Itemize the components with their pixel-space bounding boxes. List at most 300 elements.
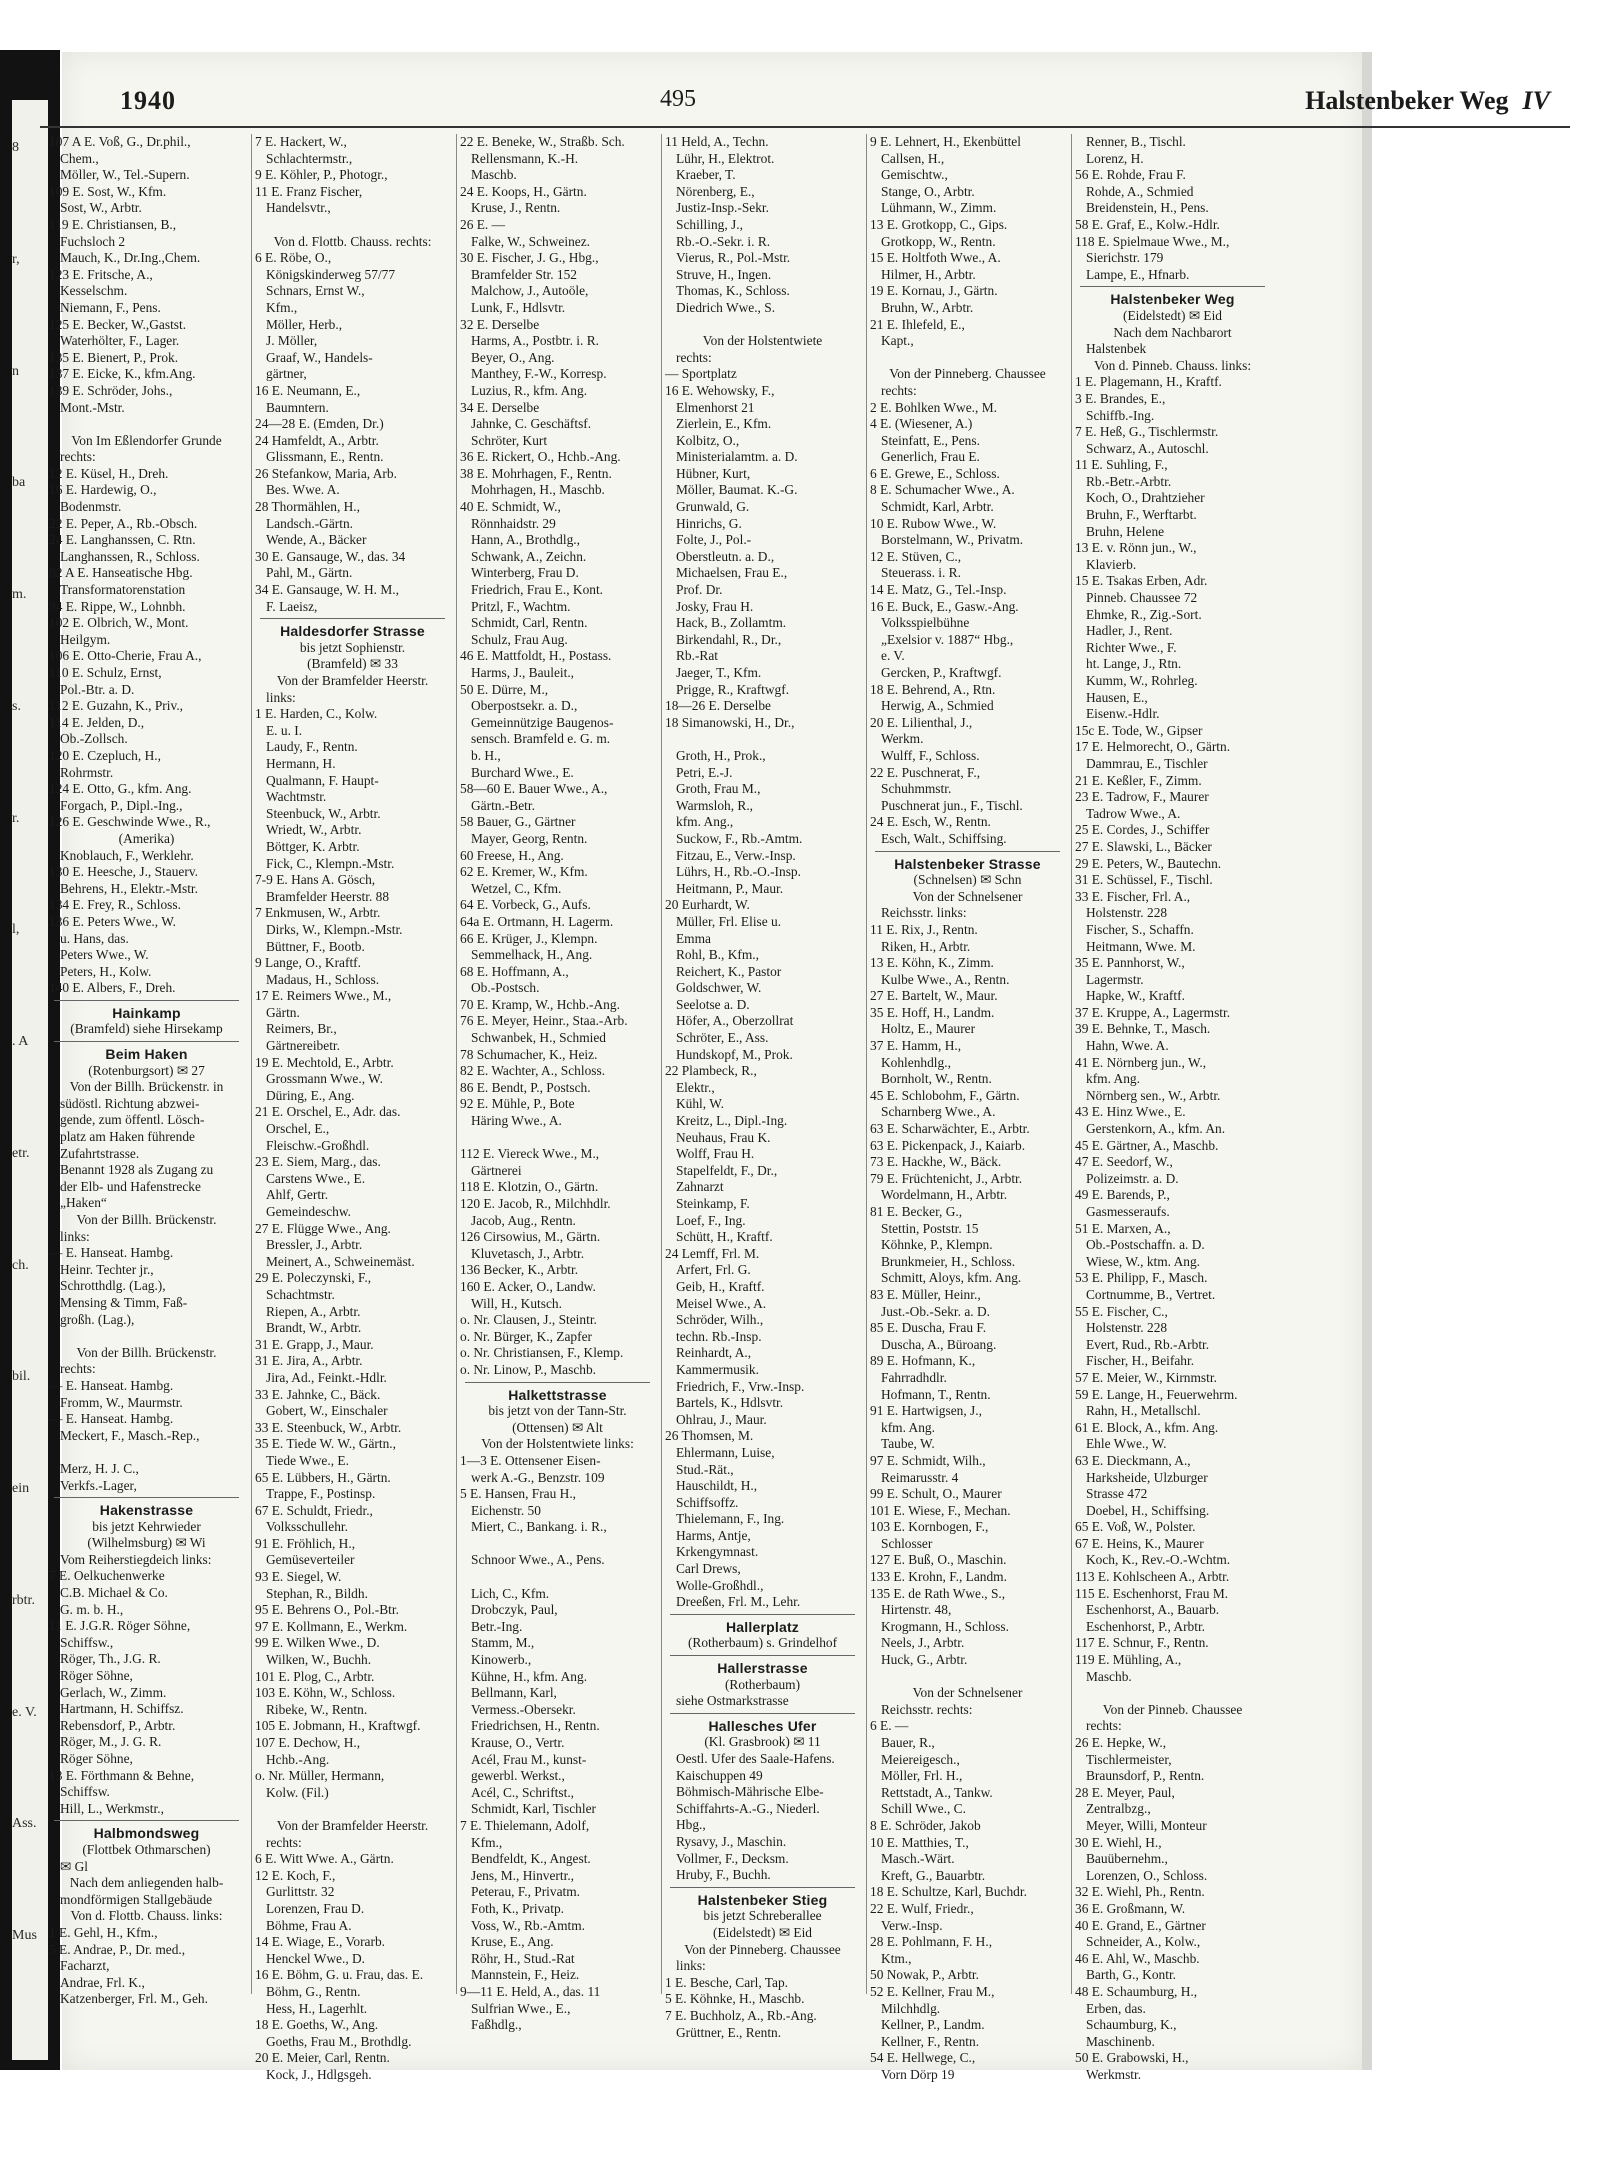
directory-entry: Ahlf, Gertr. xyxy=(266,1187,329,1203)
directory-entry: Hill, L., Werkmstr., xyxy=(60,1800,164,1816)
margin-fragment: bil. xyxy=(12,1369,31,1385)
directory-entry: (Eidelstedt) ✉ Eid xyxy=(1123,307,1222,323)
directory-entry: Justiz-Insp.-Sekr. xyxy=(676,200,769,216)
directory-entry: links: xyxy=(60,1228,90,1244)
directory-entry: Grunwald, G. xyxy=(676,499,750,515)
directory-entry: 126 Cirsowius, M., Gärtn. xyxy=(460,1229,601,1245)
header-rule xyxy=(40,126,1570,128)
directory-entry: 23 E. Siem, Marg., das. xyxy=(255,1154,381,1170)
directory-entry: Carstens Wwe., E. xyxy=(266,1170,366,1186)
directory-entry: 52 E. Kellner, Frau M., xyxy=(870,1983,995,1999)
directory-entry: Fischer, S., Schaffn. xyxy=(1086,921,1194,937)
directory-entry: Malchow, J., Autoöle, xyxy=(471,283,589,299)
directory-entry: 78 Schumacher, K., Heiz. xyxy=(460,1046,598,1062)
directory-entry: 1 E. Besche, Carl, Tap. xyxy=(665,1974,789,1990)
directory-entry: 136 E. Peters Wwe., W. xyxy=(49,913,176,929)
directory-entry: Gemeindeschw. xyxy=(266,1204,352,1219)
directory-entry: Richter Wwe., F. xyxy=(1086,639,1177,655)
directory-entry: 63 E. Dieckmann, A., xyxy=(1075,1452,1191,1468)
directory-entry: Goldschwer, W. xyxy=(676,980,762,996)
directory-entry: Vom Reiherstiegdeich links: xyxy=(60,1551,212,1567)
directory-entry: Bruhn, Helene xyxy=(1086,523,1165,539)
directory-entry: 37 E. Kruppe, A., Lagermstr. xyxy=(1075,1004,1231,1020)
directory-entry: (Kl. Grasbrook) ✉ 11 xyxy=(704,1734,821,1750)
directory-entry: 123 E. Fritsche, A., xyxy=(49,266,153,282)
directory-entry: 101 E. Wiese, F., Mechan. xyxy=(870,1502,1011,1518)
directory-entry: 6 E. Röbe, O., xyxy=(255,250,332,266)
street-heading: Halstenbeker Stieg xyxy=(697,1891,828,1908)
directory-entry: 15 E. Holtfoth Wwe., A. xyxy=(870,250,1001,266)
directory-entry: 26 Thomsen, M. xyxy=(665,1428,754,1444)
directory-entry: Sierichstr. 179 xyxy=(1086,250,1164,266)
spacer xyxy=(457,1130,658,1147)
directory-entry: Pahl, M., Gärtn. xyxy=(266,565,353,581)
directory-entry: 7 E. Thielemann, Adolf, xyxy=(460,1817,590,1833)
directory-entry: 32 E. Wiehl, Ph., Rentn. xyxy=(1075,1884,1205,1900)
directory-entry: Heitmann, Wwe. M. xyxy=(1086,938,1196,954)
directory-entry: E. u. I. xyxy=(266,722,303,738)
directory-entry: Henckel Wwe., D. xyxy=(266,1950,366,1966)
street-heading: Halkettstrasse xyxy=(508,1386,607,1403)
directory-entry: Mayer, Georg, Rentn. xyxy=(471,830,588,846)
directory-entry: 28 E. Pohlmann, F. H., xyxy=(870,1934,993,1950)
directory-entry: 53 E. Philipp, F., Masch. xyxy=(1075,1270,1208,1286)
spacer xyxy=(457,1536,658,1553)
directory-entry: Büttner, F., Bootb. xyxy=(266,938,365,954)
directory-entry: 26 Stefankow, Maria, Arb. xyxy=(255,465,397,481)
spacer xyxy=(1072,1685,1273,1702)
directory-entry: Zierlein, E., Kfm. xyxy=(676,416,772,432)
directory-entry: 102 E. Olbrich, W., Mont. xyxy=(49,615,189,631)
directory-entry: Fischer, H., Beifahr. xyxy=(1086,1353,1195,1369)
directory-entry: Wiese, W., ktm. Ang. xyxy=(1086,1253,1201,1269)
directory-entry: (Wilhelmsburg) ✉ Wi xyxy=(87,1535,206,1551)
directory-entry: 7-9 E. Hans A. Gösch, xyxy=(255,872,376,888)
directory-entry: 18 E. Goeths, W., Ang. xyxy=(255,2017,379,2033)
directory-entry: 85 E. Duscha, Frau F. xyxy=(870,1320,987,1336)
directory-entry: Bellmann, Karl, xyxy=(471,1685,557,1701)
directory-entry: 5 E. Andrae, P., Dr. med., xyxy=(49,1941,186,1957)
directory-entry: Wulff, F., Schloss. xyxy=(881,747,980,763)
directory-entry: 11 E. Rix, J., Rentn. xyxy=(870,921,978,937)
directory-entry: 22 E. Beneke, W., Straßb. Sch. xyxy=(460,134,625,149)
directory-entry: 67 E. Schuldt, Friedr., xyxy=(255,1502,373,1518)
directory-entry: 46 E. Ahl, W., Maschb. xyxy=(1075,1950,1200,1966)
directory-entry: Voss, W., Rb.-Amtm. xyxy=(471,1917,585,1933)
directory-entry: Harms, Antje, xyxy=(676,1527,751,1543)
directory-entry: Krogmann, H., Schloss. xyxy=(881,1618,1009,1634)
directory-entry: 26 E. — xyxy=(460,216,506,232)
directory-entry: Nörenberg, E., xyxy=(676,183,755,199)
directory-entry: 22 E. Puschnerat, F., xyxy=(870,764,981,780)
directory-entry: 1—3 E. Ottensener Eisen- xyxy=(460,1452,601,1468)
directory-entry: 51 E. Marxen, A., xyxy=(1075,1220,1171,1236)
margin-fragment: r. xyxy=(12,810,20,826)
directory-entry: Kraeber, T. xyxy=(676,167,736,183)
directory-entry: Volksschullehr. xyxy=(266,1519,348,1535)
directory-entry: Lühr, H., Elektrot. xyxy=(676,150,775,166)
directory-entry: Kreitz, L., Dipl.-Ing. xyxy=(676,1113,788,1129)
directory-entry: Winterberg, Frau D. xyxy=(471,565,579,581)
directory-entry: Röger Söhne, xyxy=(60,1751,133,1766)
directory-entry: ht. Lange, J., Rtn. xyxy=(1086,656,1182,672)
directory-entry: 67 E. Heins, K., Maurer xyxy=(1075,1535,1204,1551)
directory-entry: Will, H., Kutsch. xyxy=(471,1295,562,1311)
directory-entry: Jacob, Aug., Rentn. xyxy=(471,1212,576,1228)
directory-entry: Wolff, Frau H. xyxy=(676,1146,755,1162)
directory-entry: 83 E. Müller, Heinr., xyxy=(870,1286,981,1302)
directory-entry: Gerstenkorn, A., kfm. An. xyxy=(1086,1121,1226,1137)
directory-entry: 22 E. Wulf, Friedr., xyxy=(870,1900,974,1916)
directory-entry: Mohrhagen, H., Maschb. xyxy=(471,482,605,498)
directory-entry: — E. Hanseat. Hambg. xyxy=(49,1377,174,1393)
directory-entry: Hartmann, H. Schiffsz. xyxy=(60,1701,184,1717)
directory-entry: Transformatorenstation xyxy=(60,582,186,598)
directory-entry: Von d. Pinneb. Chauss. links: xyxy=(1093,357,1252,373)
directory-entry: 5 E. Köhnke, H., Maschb. xyxy=(665,1991,805,2007)
directory-entry: (Schnelsen) ✉ Schn xyxy=(913,872,1022,888)
directory-entry: Duscha, A., Büroang. xyxy=(881,1336,997,1352)
directory-entry: Meinert, A., Schweinemäst. xyxy=(266,1253,415,1269)
directory-entry: o. Nr. Bürger, K., Zapfer xyxy=(460,1328,592,1344)
directory-entry: Nach dem Nachbarort xyxy=(1113,324,1232,340)
directory-entry: Ehle Wwe., W. xyxy=(1086,1436,1167,1452)
directory-entry: 58 E. Graf, E., Kolw.-Hdlr. xyxy=(1075,216,1220,232)
directory-entry: Schuhmmstr. xyxy=(881,781,952,797)
directory-entry: Langhanssen, R., Schloss. xyxy=(60,548,200,564)
directory-entry: 12 E. Küsel, H., Dreh. xyxy=(49,465,169,481)
directory-entry: Maschb. xyxy=(1086,1668,1132,1684)
directory-entry: Möller, Baumat. K.-G. xyxy=(676,482,798,498)
directory-entry: 60 Freese, H., Ang. xyxy=(460,847,564,863)
street-heading: Hakenstrasse xyxy=(99,1502,194,1519)
margin-fragment: 8 xyxy=(12,140,19,155)
directory-entry: 91 E. Fröhlich, H., xyxy=(255,1535,356,1551)
directory-entry: Faßhdlg., xyxy=(471,2017,522,2033)
directory-entry: 114 E. Jelden, D., xyxy=(49,714,145,730)
directory-entry: Stapelfeldt, F., Dr., xyxy=(676,1162,778,1178)
directory-entry: Heinr. Techter jr., xyxy=(60,1261,154,1277)
directory-entry: 137 E. Eicke, K., kfm.Ang. xyxy=(49,366,196,382)
directory-entry: Stange, O., Arbtr. xyxy=(881,183,975,199)
directory-entry: Vollmer, F., Decksm. xyxy=(676,1850,789,1866)
directory-entry: Gemischtw., xyxy=(881,167,948,183)
directory-entry: 56 E. Rohde, Frau F. xyxy=(1075,167,1186,183)
directory-entry: (Eidelstedt) ✉ Eid xyxy=(713,1924,812,1940)
directory-entry: 17 E. Reimers Wwe., M., xyxy=(255,988,392,1004)
directory-entry: 110 E. Schulz, Ernst, xyxy=(49,665,162,680)
directory-entry: Nörnberg sen., W., Arbtr. xyxy=(1086,1087,1221,1103)
directory-entry: 81 E. Becker, G., xyxy=(870,1204,963,1219)
directory-entry: 92 E. Mühle, P., Bote xyxy=(460,1096,575,1112)
directory-entry: 89 E. Hofmann, K., xyxy=(870,1353,976,1369)
directory-entry: Foth, K., Privatp. xyxy=(471,1900,564,1916)
directory-entry: Schlachtermstr., xyxy=(266,150,353,166)
directory-entry: Erben, das. xyxy=(1086,2000,1146,2016)
directory-entry: Schröter, Kurt xyxy=(471,432,548,448)
directory-entry: Gärtn. xyxy=(266,1004,300,1020)
directory-entry: 20 E. Meier, Carl, Rentn. xyxy=(255,2050,390,2066)
directory-entry: Josky, Frau H. xyxy=(676,598,754,614)
directory-entry: Madaus, H., Schloss. xyxy=(266,971,380,987)
directory-entry: Krause, O., Vertr. xyxy=(471,1735,565,1750)
street-heading: Halbmondsweg xyxy=(93,1825,200,1842)
directory-entry: 36 E. Großmann, W. xyxy=(1075,1900,1186,1916)
directory-entry: Schiffahrts-A.-G., Niederl. xyxy=(676,1800,820,1816)
directory-entry: Strasse 472 xyxy=(1086,1486,1148,1502)
directory-entry: 9 E. Köhler, P., Photogr., xyxy=(255,167,388,183)
directory-entry: 9—11 E. Held, A., das. 11 xyxy=(460,1983,601,1999)
directory-entry: 94 E. Rippe, W., Lohnbh. xyxy=(49,598,186,614)
directory-entry: Stephan, R., Bildh. xyxy=(266,1585,368,1601)
directory-entry: 160 E. Acker, O., Landw. xyxy=(460,1278,596,1294)
directory-entry: Friedrichsen, H., Rentn. xyxy=(471,1718,600,1734)
directory-entry: Klavierb. xyxy=(1086,556,1137,572)
directory-entry: Gasmesseraufs. xyxy=(1086,1204,1170,1219)
directory-entry: Kellner, P., Landm. xyxy=(881,2017,985,2033)
directory-entry: Volksspielbühne xyxy=(881,615,970,631)
directory-entry: Rb.-Betr.-Arbtr. xyxy=(1086,473,1172,489)
directory-entry: 117 E. Schnur, F., Rentn. xyxy=(1075,1635,1209,1651)
directory-entry: Fahrradhdlr. xyxy=(881,1369,947,1385)
directory-entry: Lunk, F., Hdlsvtr. xyxy=(471,299,566,315)
directory-entry: Von der Pinneb. Chaussee xyxy=(1102,1701,1243,1717)
directory-entry: Stettin, Poststr. 15 xyxy=(881,1220,979,1236)
directory-column xyxy=(866,134,1068,2082)
directory-entry: Acél, C., Schriftst., xyxy=(471,1784,575,1800)
directory-entry: 91 E. Hartwigsen, J., xyxy=(870,1403,982,1419)
directory-entry: Möller, W., Tel.-Supern. xyxy=(60,167,190,183)
directory-entry: 30 E. Gansauge, W., das. 34 xyxy=(255,548,406,564)
directory-entry: Taube, W. xyxy=(881,1436,935,1452)
directory-entry: Eisenw.-Hdlr. xyxy=(1086,706,1160,722)
directory-entry: 49 E. Barends, P., xyxy=(1075,1187,1170,1203)
directory-entry: Hermann, H. xyxy=(266,755,336,771)
directory-entry: Kreft, G., Bauarbtr. xyxy=(881,1867,986,1883)
directory-entry: 26 E. Hepke, W., xyxy=(1075,1735,1167,1750)
directory-entry: Kfm., xyxy=(266,299,298,315)
street-separator xyxy=(260,618,445,619)
directory-entry: 29 E. Poleczynski, F., xyxy=(255,1270,372,1286)
street-heading: Hallesches Ufer xyxy=(708,1717,817,1734)
directory-entry: der Elb- und Hafenstrecke xyxy=(60,1178,201,1194)
directory-entry: 13 E. v. Rönn jun., W., xyxy=(1075,540,1197,556)
directory-entry: Huck, G., Arbtr. xyxy=(881,1652,968,1668)
directory-entry: Reimarusstr. 4 xyxy=(881,1469,959,1485)
directory-entry: 12 E. Stüven, C., xyxy=(870,548,962,564)
directory-entry: Schiffb.-Ing. xyxy=(1086,407,1155,423)
directory-entry: 34 E. Derselbe xyxy=(460,399,540,415)
directory-entry: kfm. Ang. xyxy=(1086,1071,1140,1087)
directory-entry: Rysavy, J., Maschin. xyxy=(676,1833,787,1849)
directory-entry: Schröter, E., Ass. xyxy=(676,1030,769,1046)
directory-entry: Petri, E.-J. xyxy=(676,764,733,780)
street-heading: Halstenbeker Strasse xyxy=(894,855,1041,872)
directory-entry: 140 E. Albers, F., Dreh. xyxy=(49,980,176,996)
directory-entry: Hofmann, T., Rentn. xyxy=(881,1386,991,1402)
street-separator xyxy=(875,851,1060,852)
directory-entry: Brandt, W., Arbtr. xyxy=(266,1320,362,1336)
directory-entry: 35 E. Hoff, H., Landm. xyxy=(870,1004,995,1020)
directory-entry: Wolle-Großhdl., xyxy=(676,1577,764,1593)
directory-entry: Sost, W., Arbtr. xyxy=(60,200,142,216)
directory-entry: Hinrichs, G. xyxy=(676,515,742,531)
directory-entry: 79 E. Früchtenicht, J., Arbtr. xyxy=(870,1170,1023,1186)
directory-entry: 118 E. Klotzin, O., Gärtn. xyxy=(460,1179,599,1195)
directory-entry: Folte, J., Pol.- xyxy=(676,532,752,548)
directory-entry: o. Nr. Clausen, J., Steintr. xyxy=(460,1312,597,1328)
directory-entry: 7 E. Oelkuchenwerke xyxy=(49,1568,165,1584)
directory-columns xyxy=(46,134,1276,2082)
directory-entry: Katzenberger, Frl. M., Geh. xyxy=(60,1991,208,2007)
directory-entry: Gercken, P., Kraftwgf. xyxy=(881,665,1002,680)
directory-entry: Meckert, F., Masch.-Rep., xyxy=(60,1427,200,1443)
directory-entry: Pinneb. Chaussee 72 xyxy=(1086,590,1198,606)
directory-entry: Kruse, E., Ang. xyxy=(471,1934,554,1950)
directory-entry: Gerlach, W., Zimm. xyxy=(60,1684,167,1700)
directory-entry: 1 E. Harden, C., Kolw. xyxy=(255,706,378,722)
directory-entry: Schmidt, Karl, Arbtr. xyxy=(881,499,994,515)
directory-entry: Grüttner, E., Rentn. xyxy=(676,2024,782,2040)
directory-entry: Gurlittstr. 32 xyxy=(266,1884,335,1900)
directory-entry: Glissmann, E., Rentn. xyxy=(266,449,384,465)
directory-entry: Masch.-Wärt. xyxy=(881,1851,955,1867)
directory-entry: Barth, G., Kontr. xyxy=(1086,1967,1177,1983)
directory-entry: Wachtmstr. xyxy=(266,789,327,805)
directory-entry: 103 E. Kornbogen, F., xyxy=(870,1519,989,1535)
directory-entry: 82 A E. Hanseatische Hbg. xyxy=(49,565,193,581)
directory-entry: Lampe, E., Hfnarb. xyxy=(1086,266,1190,282)
directory-entry: 7 Enkmusen, W., Arbtr. xyxy=(255,905,381,921)
directory-entry: 20 E. Lilienthal, J., xyxy=(870,714,973,730)
directory-entry: Borstelmann, W., Privatm. xyxy=(881,532,1024,548)
margin-fragment: r, xyxy=(12,251,20,267)
directory-entry: Kluvetasch, J., Arbtr. xyxy=(471,1245,585,1261)
directory-entry: Riepen, A., Arbtr. xyxy=(266,1303,361,1319)
street-separator xyxy=(54,1497,239,1498)
directory-entry: Kaischuppen 49 xyxy=(676,1767,763,1783)
directory-entry: 124 E. Otto, G., kfm. Ang. xyxy=(49,781,192,797)
directory-entry: Hbg., xyxy=(676,1817,706,1833)
directory-entry: 34 E. Gansauge, W. H. M., xyxy=(255,582,399,598)
directory-entry: 93 E. Siegel, W. xyxy=(255,1569,342,1585)
directory-entry: Rohde, A., Schmied xyxy=(1086,183,1194,199)
directory-entry: 3 E. Brandes, E., xyxy=(1075,390,1166,406)
directory-entry: 11 E. Franz Fischer, xyxy=(255,183,363,199)
directory-entry: 6 E. Witt Wwe. A., Gärtn. xyxy=(255,1851,394,1867)
directory-entry: 127 E. Buß, O., Maschin. xyxy=(870,1552,1007,1568)
directory-entry: Maschinenb. xyxy=(1086,2033,1155,2049)
directory-entry: Thielemann, F., Ing. xyxy=(676,1511,785,1527)
directory-entry: Ministerialamtm. a. D. xyxy=(676,449,798,465)
directory-entry: Prigge, R., Kraftwgf. xyxy=(676,681,790,697)
directory-entry: Zentralbzg., xyxy=(1086,1801,1151,1817)
directory-entry: Cortnumme, B., Vertret. xyxy=(1086,1286,1216,1302)
directory-entry: Schneider, A., Kolw., xyxy=(1086,1934,1201,1950)
directory-entry: Kellner, F., Rentn. xyxy=(881,2033,980,2049)
directory-entry: Stamm, M., xyxy=(471,1635,535,1651)
directory-entry: G. m. b. H., xyxy=(60,1601,124,1617)
directory-entry: 113 E. Kohlscheen A., Arbtr. xyxy=(1075,1569,1230,1585)
street-separator xyxy=(1080,286,1265,287)
directory-entry: Böttger, K. Arbtr. xyxy=(266,838,360,854)
directory-entry: 55 E. Fischer, C., xyxy=(1075,1303,1168,1319)
margin-fragment: Mus xyxy=(12,1928,37,1944)
directory-entry: Ob.-Zollsch. xyxy=(60,731,128,747)
directory-entry: 16 E. Buck, E., Gasw.-Ang. xyxy=(870,598,1019,614)
directory-entry: 43 E. Hinz Wwe., E. xyxy=(1075,1104,1186,1120)
spacer xyxy=(662,317,863,334)
directory-entry: 24 E. Langhanssen, C. Rtn. xyxy=(49,532,196,548)
directory-entry: Groth, H., Prok., xyxy=(676,747,766,763)
directory-entry: 106 E. Otto-Cherie, Frau A., xyxy=(49,648,202,664)
directory-entry: 7 E. Heß, G., Tischlermstr. xyxy=(1075,424,1219,440)
directory-entry: Hchb.-Ang. xyxy=(266,1751,330,1767)
directory-entry: Von der Schnelsener xyxy=(912,888,1023,904)
directory-entry: 126 E. Geschwinde Wwe., R., xyxy=(49,814,211,830)
directory-entry: C.B. Michael & Co. xyxy=(60,1585,168,1601)
directory-entry: 31 E. Grapp, J., Maur. xyxy=(255,1336,374,1352)
directory-entry: bis jetzt Schreberallee xyxy=(703,1908,822,1924)
directory-entry: Hilmer, H., Arbtr. xyxy=(881,266,976,282)
directory-entry: 16 E. Böhm, G. u. Frau, das. E. xyxy=(255,1967,424,1983)
directory-entry: Ob.-Postschaffn. a. D. xyxy=(1086,1237,1205,1253)
directory-entry: 18—26 E. Derselbe xyxy=(665,698,771,714)
spacer xyxy=(252,217,453,234)
directory-entry: 66 E. Krüger, J., Klempn. xyxy=(460,930,598,946)
directory-entry: Hauschildt, H., xyxy=(676,1478,758,1494)
directory-column xyxy=(1071,134,1273,2082)
directory-entry: Braunsdorf, P., Rentn. xyxy=(1086,1768,1205,1784)
directory-entry: 13 E. Förthmann & Behne, xyxy=(49,1767,195,1783)
directory-entry: Semmelhack, H., Ang. xyxy=(471,947,593,963)
directory-entry: Fitzau, E., Verw.-Insp. xyxy=(676,847,796,863)
directory-entry: J. Möller, xyxy=(266,333,318,349)
directory-entry: Schmitt, Aloys, kfm. Ang. xyxy=(881,1270,1022,1286)
directory-entry: Gärtnerei xyxy=(471,1162,522,1178)
street-separator xyxy=(54,1041,239,1042)
directory-entry: Gärtn.-Betr. xyxy=(471,797,535,813)
directory-entry: Prof. Dr. xyxy=(676,582,723,598)
directory-entry: (Rotherbaum) s. Grindelhof xyxy=(687,1635,838,1651)
directory-entry: bis jetzt Kehrwieder xyxy=(92,1518,201,1534)
directory-entry: Kühne, H., kfm. Ang. xyxy=(471,1668,588,1684)
directory-entry: Groth, Frau M., xyxy=(676,781,761,797)
directory-entry: Reichert, K., Pastor xyxy=(676,963,782,979)
street-separator xyxy=(54,1820,239,1821)
directory-entry: Schill Wwe., C. xyxy=(881,1801,966,1817)
directory-entry: Pol.-Btr. a. D. xyxy=(60,681,135,697)
directory-column xyxy=(251,134,453,2082)
directory-entry: Von d. Flottb. Chauss. links: xyxy=(70,1908,223,1924)
directory-entry: Beyer, O., Ang. xyxy=(471,349,555,365)
directory-entry: Steinkamp, F. xyxy=(676,1196,750,1211)
directory-entry: „Haken“ xyxy=(60,1195,107,1211)
directory-entry: 10 E. Rubow Wwe., W. xyxy=(870,515,997,531)
directory-entry: Evert, Rud., Rb.-Arbtr. xyxy=(1086,1336,1210,1352)
directory-entry: Fuchsloch 2 xyxy=(60,233,126,249)
directory-entry: 22 Plambeck, R., xyxy=(665,1063,757,1079)
directory-entry: Steuerass. i. R. xyxy=(881,565,961,581)
directory-entry: Zufahrtstrasse. xyxy=(60,1145,140,1161)
directory-entry: 139 E. Schröder, Johs., xyxy=(49,382,173,398)
directory-entry: sensch. Bramfeld e. G. m. xyxy=(471,731,611,747)
directory-entry: 6 E. — xyxy=(870,1718,909,1734)
directory-entry: 120 E. Jacob, R., Milchhdlr. xyxy=(460,1196,611,1211)
directory-entry: 99 E. Wilken Wwe., D. xyxy=(255,1635,380,1651)
directory-entry: bis jetzt Sophienstr. xyxy=(299,639,406,655)
directory-entry: Schmidt, Karl, Tischler xyxy=(471,1801,596,1817)
